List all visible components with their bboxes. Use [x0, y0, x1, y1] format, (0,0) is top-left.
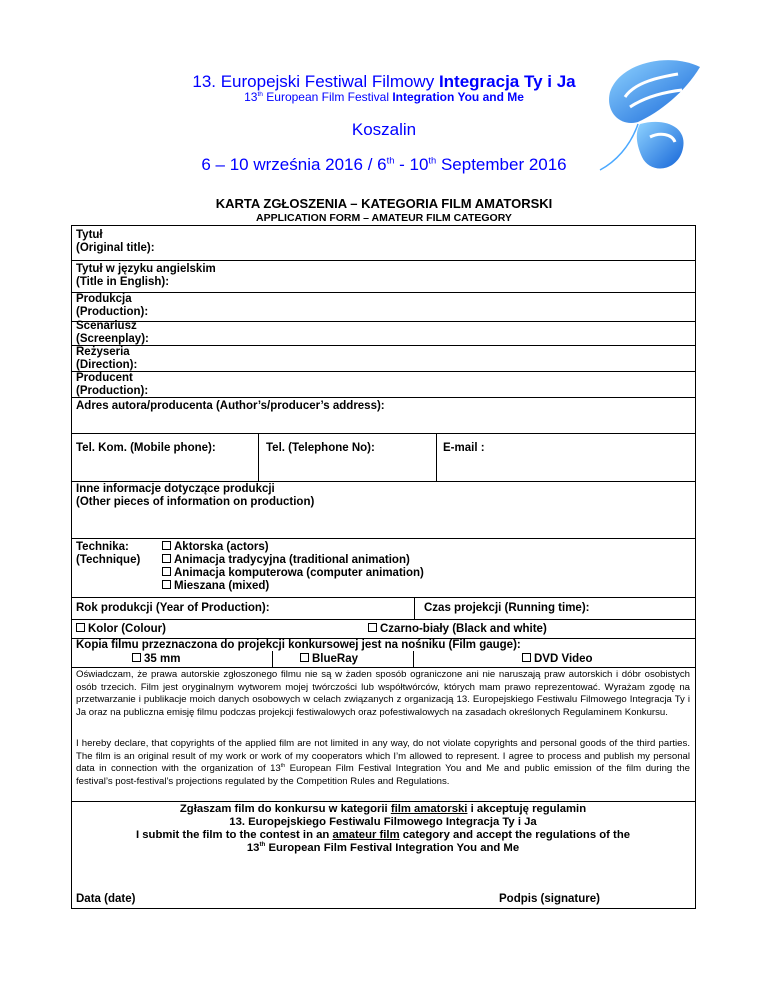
checkbox-icon	[300, 653, 309, 662]
checkbox-colour[interactable]: Kolor (Colour)	[76, 623, 166, 636]
checkbox-mixed[interactable]: Mieszana (mixed)	[162, 580, 424, 593]
checkbox-icon	[368, 623, 377, 632]
festival-dates: 6 – 10 września 2016 / 6th - 10th September 2016	[201, 155, 567, 174]
checkbox-35mm[interactable]: 35 mm	[132, 653, 180, 666]
checkbox-icon	[162, 541, 171, 550]
checkbox-icon	[162, 554, 171, 563]
declaration-en: I hereby declare, that copyrights of the applied film are not limited in any way, do not violate copyrights and personal goods of the third parties. The film is an original result of my work or work of my cooperators which I’m allowed to represent. I agree to process and publish my personal data in connection with the organization of 13th European Film Festival Integration You and Me and public emission of the film during the festival’s post-festival’s projections regulated by the Competition Rules and Regulations.	[76, 738, 690, 787]
year-field[interactable]: Rok produkcji (Year of Production):	[76, 602, 270, 614]
checkbox-blueray[interactable]: BlueRay	[300, 653, 358, 666]
submission-statement: Zgłaszam film do konkursu w kategorii film amatorski i akceptuję regulamin 13. Europejskiego Festiwalu Filmowego Integracja Ty i Ja I submit the film to the contest in an amateur film category and accept the regulations of the 13th European Film Festival Integration You and Me	[135, 803, 631, 854]
festival-title-en: 13th European Film Festival Integration You and Me	[244, 90, 524, 104]
festival-title-pl: 13. Europejski Festiwal Filmowy Integracja Ty i Ja	[192, 72, 576, 91]
email-field[interactable]: E-mail :	[443, 442, 485, 454]
butterfly-logo	[590, 52, 720, 187]
form-title-pl: KARTA ZGŁOSZENIA – KATEGORIA FILM AMATORSKI	[215, 196, 553, 211]
form-title-en: APPLICATION FORM – AMATEUR FILM CATEGORY	[256, 212, 512, 224]
producer-field[interactable]: Producent (Production):	[76, 372, 149, 397]
technique-label: Technika: (Technique)	[76, 541, 141, 566]
checkbox-actors[interactable]: Aktorska (actors)	[162, 541, 424, 554]
checkbox-traditional-animation[interactable]: Animacja tradycyjna (traditional animation)	[162, 554, 424, 567]
checkbox-computer-animation[interactable]: Animacja komputerowa (computer animation)	[162, 567, 424, 580]
address-field[interactable]: Adres autora/producenta (Author’s/producer’s address):	[76, 400, 385, 412]
telephone-field[interactable]: Tel. (Telephone No):	[266, 442, 375, 454]
checkbox-icon	[132, 653, 141, 662]
checkbox-dvd[interactable]: DVD Video	[522, 653, 593, 666]
screenplay-field[interactable]: Scenariusz (Screenplay):	[76, 320, 149, 345]
other-info-field[interactable]: Inne informacje dotyczące produkcji (Other pieces of information on production)	[76, 483, 315, 508]
checkbox-icon	[162, 580, 171, 589]
checkbox-black-white[interactable]: Czarno-biały (Black and white)	[368, 623, 547, 636]
direction-field[interactable]: Reżyseria (Direction):	[76, 346, 138, 371]
checkbox-icon	[76, 623, 85, 632]
checkbox-icon	[162, 567, 171, 576]
date-field[interactable]: Data (date)	[76, 893, 136, 905]
film-gauge-label: Kopia filmu przeznaczona do projekcji konkursowej jest na nośniku (Film gauge):	[76, 639, 521, 651]
city: Koszalin	[351, 120, 417, 139]
checkbox-icon	[522, 653, 531, 662]
running-time-field[interactable]: Czas projekcji (Running time):	[424, 602, 590, 614]
english-title-field[interactable]: Tytuł w języku angielskim (Title in English):	[76, 263, 216, 288]
original-title-field[interactable]: Tytuł (Original title):	[76, 229, 155, 254]
mobile-phone-field[interactable]: Tel. Kom. (Mobile phone):	[76, 442, 216, 454]
signature-field[interactable]: Podpis (signature)	[499, 893, 600, 905]
production-field[interactable]: Produkcja (Production):	[76, 293, 149, 318]
technique-options	[162, 541, 424, 593]
declaration-pl: Oświadczam, że prawa autorskie zgłoszonego filmu nie są w żaden sposób ograniczone ani nie naruszają praw autorskich i dóbr osobistych osób trzecich. Film jest oryginalnym wytworem mojej twórczości lub współtwórców, których mam prawo reprezentować. Wyrażam zgodę na przetwarzanie i publikacje moich danych osobowych w celach związanych z organizacją 13. Europejskiego Festiwalu Filmowego Integracja Ty i Ja oraz na publiczna emisję filmu podczas projekcji festiwalowych oraz pofestiwalowych na zasadach określonych Regulaminem Konkursu.	[76, 669, 690, 718]
application-form	[71, 225, 696, 909]
